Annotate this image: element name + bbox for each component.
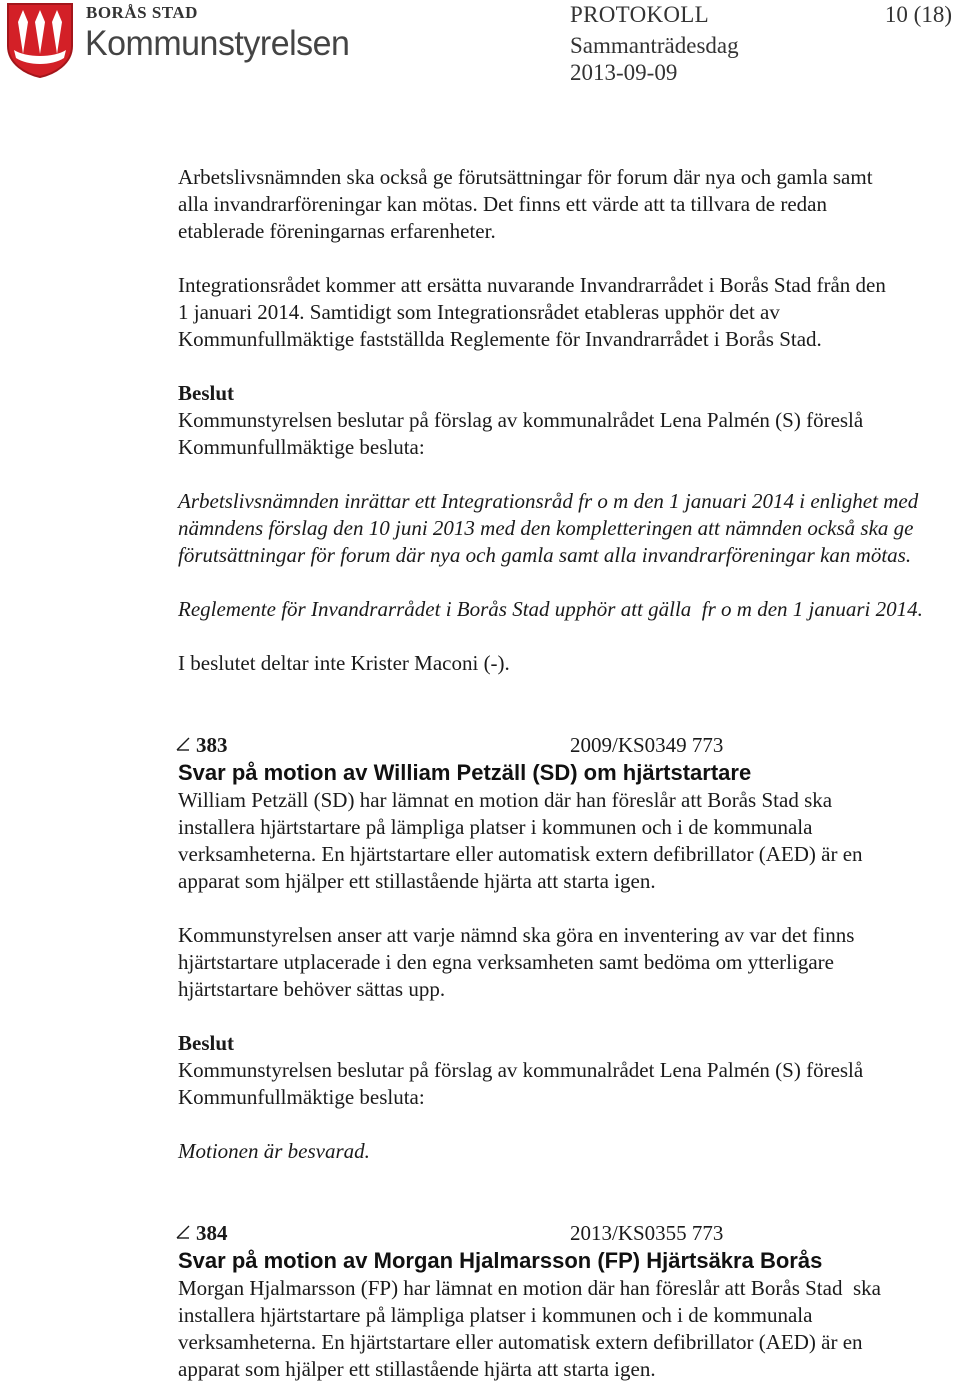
arende-384-title: Svar på motion av Morgan Hjalmarsson (FP) Hjärtsäkra Borås [178, 1248, 823, 1273]
arende-number: 383 [196, 733, 228, 757]
beslut-heading: Beslut [178, 381, 235, 405]
arende-383-title: Svar på motion av William Petzäll (SD) om hjärtstartare [178, 760, 752, 785]
beslut-note: I beslutet deltar inte Krister Maconi (-). [178, 651, 510, 675]
arende-384-body-1: Morgan Hjalmarsson (FP) har lämnat en motion där han föreslår att Borås Stad ska installera hjärtstartare på lämpliga platser i kommunen och i de kommunala verksamheterna. En hjärtstartare eller automatisk extern defibrillator (AED) är en apparat som hjälper ett stillastående hjärta att starta igen. [178, 1276, 881, 1381]
intro-paragraph-2: Integrationsrådet kommer att ersätta nuvarande Invandrarrådet i Borås Stad från den 1 januari 2014. Samtidigt som Integrationsrådet etableras upphör det av Kommunfullmäktige fastställda Reglemente för Invandrarrådet i Borås Stad. [178, 273, 886, 351]
coat-of-arms-icon [6, 2, 74, 78]
org-top-label: BORÅS STAD [86, 3, 198, 22]
arende-383-decision: Motionen är besvarad. [178, 1139, 370, 1163]
arende-383-body-2: Kommunstyrelsen anser att varje nämnd ska göra en inventering av var det finns hjärtstartare utplacerade i den egna verksamheten samt bedöma om ytterligare hjärtstartare behöver sättas upp. [178, 923, 855, 1001]
paragraph-hook-icon [176, 1225, 190, 1239]
arende-number: 384 [196, 1221, 228, 1245]
arende-383-row [178, 731, 960, 759]
arende-384-row [178, 1219, 960, 1247]
arende-diarienummer: 2009/KS0349 773 [570, 733, 724, 757]
beslut-decision-1: Arbetslivsnämnden inrättar ett Integrationsråd fr o m den 1 januari 2014 i enlighet med nämndens förslag den 10 juni 2013 med den kompletteringen att nämnden också ska ge förutsättningar för forum där nya och gamla samt alla invandrarföreningar kan mötas. [178, 489, 919, 567]
arende-383-beslut-heading: Beslut [178, 1031, 235, 1055]
meeting-date: 2013-09-09 [570, 60, 678, 85]
document-body [178, 164, 960, 1383]
meeting-type: Sammanträdesdag [570, 33, 739, 58]
arende-383-beslut-lead: Kommunstyrelsen beslutar på förslag av kommunalrådet Lena Palmén (S) föreslå Kommunfullmäktige besluta: [178, 1058, 864, 1109]
page-number: 10 (18) [884, 2, 952, 27]
arende-diarienummer: 2013/KS0355 773 [570, 1221, 724, 1245]
document-type: PROTOKOLL [570, 2, 710, 27]
page-header [0, 0, 960, 90]
beslut-lead: Kommunstyrelsen beslutar på förslag av kommunalrådet Lena Palmén (S) föreslå Kommunfullmäktige besluta: [178, 408, 864, 459]
org-name: Kommunstyrelsen [85, 24, 350, 63]
paragraph-hook-icon [176, 737, 190, 751]
intro-paragraph-1: Arbetslivsnämnden ska också ge förutsättningar för forum där nya och gamla samt alla invandrarföreningar kan mötas. Det finns ett värde att ta tillvara de redan etablerade föreningarnas erfarenheter. [178, 165, 873, 243]
beslut-decision-2: Reglemente för Invandrarrådet i Borås Stad upphör att gälla fr o m den 1 januari 2014. [178, 597, 923, 621]
arende-383-body-1: William Petzäll (SD) har lämnat en motion där han föreslår att Borås Stad ska installera hjärtstartare på lämpliga platser i kommunen och i de kommunala verksamheterna. En hjärtstartare eller automatisk extern defibrillator (AED) är en apparat som hjälper ett stillastående hjärta att starta igen. [178, 788, 863, 893]
